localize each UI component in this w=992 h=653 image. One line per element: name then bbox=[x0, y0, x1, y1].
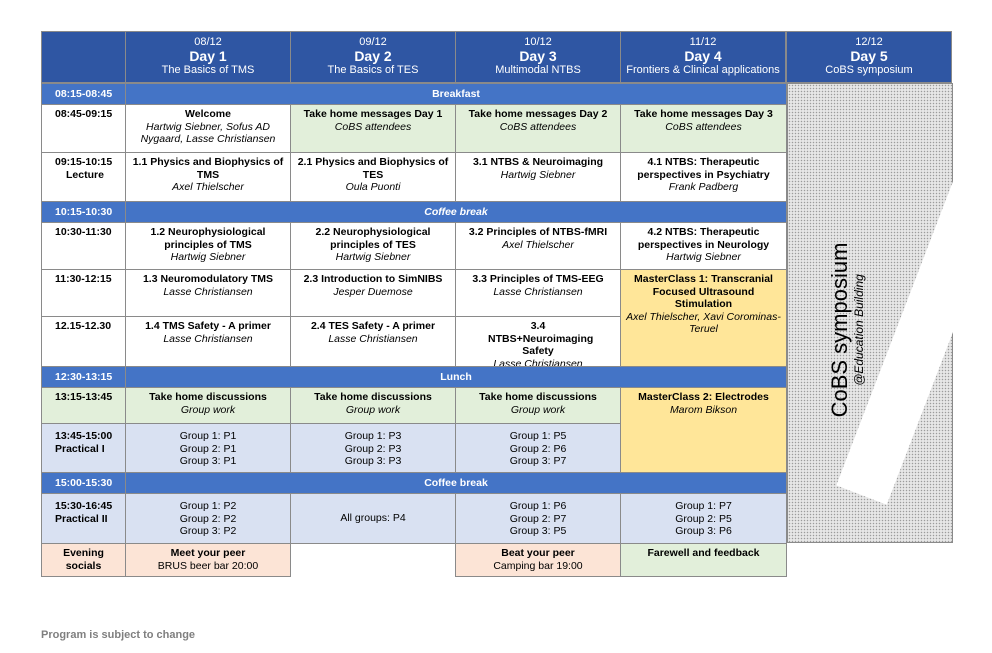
evening-title: Beat your peer bbox=[501, 547, 575, 559]
session-1-3 bbox=[125, 269, 291, 317]
header-day-3 bbox=[455, 31, 621, 83]
evening-day4 bbox=[620, 543, 787, 577]
group-line: Group 3: P1 bbox=[179, 455, 237, 467]
day-date: 09/12 bbox=[359, 36, 387, 48]
group-line: Group 2: P2 bbox=[179, 512, 237, 525]
band-time-coffee1: 10:15-10:30 bbox=[41, 201, 126, 223]
symposium-title: CoBS symposium bbox=[827, 242, 852, 418]
session-4-1 bbox=[620, 152, 787, 202]
practical2-day3 bbox=[455, 493, 621, 544]
practical1-day3 bbox=[455, 423, 621, 473]
session-take-home-day3 bbox=[620, 104, 787, 153]
session-title: Take home messages Day 3 bbox=[634, 108, 773, 120]
group-line: Group 1: P6 bbox=[509, 500, 567, 512]
session-title: Take home discussions bbox=[479, 391, 597, 403]
session-masterclass-1 bbox=[620, 269, 787, 367]
session-speaker: Group work bbox=[345, 403, 401, 416]
session-speaker: CoBS attendees bbox=[334, 120, 412, 133]
time-sublabel: socials bbox=[65, 559, 102, 572]
group-line: Group 2: P5 bbox=[675, 512, 732, 525]
evening-place: Camping bar 19:00 bbox=[493, 559, 583, 572]
session-speaker: Axel Thielscher bbox=[502, 238, 574, 251]
group-line: Group 2: P3 bbox=[344, 442, 402, 455]
time-cell-lecture bbox=[41, 152, 126, 202]
session-title: Take home discussions bbox=[149, 391, 267, 403]
session-speaker: Hartwig Siebner bbox=[500, 168, 576, 181]
day-title: Day 3 bbox=[519, 48, 557, 64]
session-title: 2.2 Neurophysiological principles of TES bbox=[315, 226, 431, 251]
session-title: 3.4 NTBS+Neuroimaging Safety bbox=[488, 320, 594, 357]
evening-day1 bbox=[125, 543, 291, 577]
header-day-4 bbox=[620, 31, 786, 83]
group-line: Group 3: P5 bbox=[509, 525, 567, 537]
band-time-coffee2: 15:00-15:30 bbox=[41, 472, 126, 494]
session-2-2 bbox=[290, 222, 456, 270]
session-title: Take home messages Day 1 bbox=[303, 108, 443, 120]
session-speaker: Lasse Christiansen bbox=[493, 285, 583, 298]
practical2-day4 bbox=[620, 493, 787, 544]
session-speaker: Group work bbox=[180, 403, 236, 416]
day-theme: The Basics of TES bbox=[327, 64, 419, 76]
day-date: 08/12 bbox=[194, 36, 222, 48]
group-line: Group 1: P5 bbox=[509, 430, 567, 442]
header-corner bbox=[41, 31, 126, 83]
session-2-1 bbox=[290, 152, 456, 202]
evening-day3 bbox=[455, 543, 621, 577]
session-speaker: Jesper Duemose bbox=[333, 285, 413, 298]
day-title: Day 5 bbox=[850, 48, 888, 64]
session-1-2 bbox=[125, 222, 291, 270]
session-speaker: Marom Bikson bbox=[669, 403, 738, 416]
session-title: 2.1 Physics and Biophysics of TES bbox=[297, 156, 449, 181]
band-coffee1: Coffee break bbox=[125, 201, 787, 223]
session-title: 1.3 Neuromodulatory TMS bbox=[142, 273, 274, 285]
session-title: 1.4 TMS Safety - A primer bbox=[145, 320, 271, 332]
group-line: All groups: P4 bbox=[340, 512, 406, 525]
session-speaker: Axel Thielscher, Xavi Corominas-Teruel bbox=[626, 310, 781, 335]
time-cell: 13:15-13:45 bbox=[41, 387, 126, 424]
practical1-day1 bbox=[125, 423, 291, 473]
session-title: 2.4 TES Safety - A primer bbox=[310, 320, 436, 332]
session-4-2 bbox=[620, 222, 787, 270]
session-2-3 bbox=[290, 269, 456, 317]
session-speaker: Lasse Christiansen bbox=[493, 357, 583, 367]
session-speaker: Axel Thielscher bbox=[172, 181, 244, 193]
day-title: Day 2 bbox=[354, 48, 392, 64]
session-take-home-day1 bbox=[290, 104, 456, 153]
session-title: Take home messages Day 2 bbox=[468, 108, 608, 120]
session-speaker: Hartwig Siebner bbox=[170, 251, 246, 263]
symposium-subtitle: @Education Building bbox=[852, 274, 866, 386]
session-3-1 bbox=[455, 152, 621, 202]
session-title: 3.2 Principles of NTBS-fMRI bbox=[468, 226, 608, 238]
header-day-1 bbox=[125, 31, 291, 83]
session-title: 3.1 NTBS & Neuroimaging bbox=[472, 156, 604, 168]
session-3-2 bbox=[455, 222, 621, 270]
day-date: 10/12 bbox=[524, 36, 552, 48]
day-theme: Frontiers & Clinical applications bbox=[626, 64, 780, 76]
group-line: Group 1: P1 bbox=[179, 430, 237, 442]
session-title: Welcome bbox=[185, 108, 231, 120]
session-3-3 bbox=[455, 269, 621, 317]
group-line: Group 3: P2 bbox=[179, 525, 237, 537]
session-title: 1.1 Physics and Biophysics of TMS bbox=[132, 156, 284, 181]
practical1-day2 bbox=[290, 423, 456, 473]
day-theme: Multimodal NTBS bbox=[495, 64, 581, 76]
day-theme: CoBS symposium bbox=[825, 64, 913, 76]
session-speaker: Hartwig Siebner bbox=[666, 251, 741, 263]
session-speaker: Oula Puonti bbox=[345, 181, 401, 193]
time-cell: 10:30-11:30 bbox=[41, 222, 126, 270]
session-title: 3.3 Principles of TMS-EEG bbox=[472, 273, 604, 285]
band-time-lunch: 12:30-13:15 bbox=[41, 366, 126, 388]
session-speaker: CoBS attendees bbox=[665, 120, 742, 133]
practical2-day1 bbox=[125, 493, 291, 544]
time-sublabel: Practical II bbox=[55, 512, 108, 525]
session-speaker: Frank Padberg bbox=[668, 181, 739, 193]
session-title: 1.2 Neurophysiological principles of TMS bbox=[150, 226, 266, 251]
time-label: Evening bbox=[63, 547, 104, 559]
group-line: Group 2: P6 bbox=[509, 442, 567, 455]
header-day-5 bbox=[786, 31, 952, 83]
session-speaker: Hartwig Siebner bbox=[335, 251, 411, 263]
time-label: 13:45-15:00 bbox=[55, 430, 113, 442]
time-cell: 11:30-12:15 bbox=[41, 269, 126, 317]
group-line: Group 1: P3 bbox=[344, 430, 402, 442]
band-time-breakfast: 08:15-08:45 bbox=[41, 83, 126, 105]
session-take-home-day2 bbox=[455, 104, 621, 153]
evening-title: Farewell and feedback bbox=[647, 547, 760, 559]
evening-title: Meet your peer bbox=[170, 547, 246, 559]
session-3-4 bbox=[455, 316, 621, 367]
group-line: Group 2: P7 bbox=[509, 512, 567, 525]
time-cell-practical2 bbox=[41, 493, 126, 544]
session-title: 2.3 Introduction to SimNIBS bbox=[303, 273, 443, 285]
time-cell: 12.15-12.30 bbox=[41, 316, 126, 367]
session-title: MasterClass 1: Transcranial Focused Ultrasound Stimulation bbox=[634, 273, 773, 310]
group-line: Group 3: P3 bbox=[344, 455, 402, 467]
time-cell: 08:45-09:15 bbox=[41, 104, 126, 153]
group-line: Group 3: P7 bbox=[509, 455, 567, 467]
group-line: Group 1: P2 bbox=[179, 500, 237, 512]
day-theme: The Basics of TMS bbox=[161, 64, 255, 76]
band-coffee2: Coffee break bbox=[125, 472, 787, 494]
band-breakfast: Breakfast bbox=[125, 83, 787, 105]
session-discussion-day1 bbox=[125, 387, 291, 424]
session-discussion-day3 bbox=[455, 387, 621, 424]
time-sublabel: Lecture bbox=[66, 168, 104, 181]
evening-place: BRUS beer bar 20:00 bbox=[157, 559, 259, 572]
time-label: 15:30-16:45 bbox=[55, 500, 113, 512]
session-title: Take home discussions bbox=[314, 391, 432, 403]
time-sublabel: Practical I bbox=[55, 442, 105, 455]
session-title: MasterClass 2: Electrodes bbox=[638, 391, 769, 403]
day-date: 11/12 bbox=[689, 36, 717, 48]
time-cell-evening bbox=[41, 543, 126, 577]
session-title: 4.1 NTBS: Therapeutic perspectives in Psychiatry bbox=[637, 156, 770, 181]
group-line: Group 3: P6 bbox=[675, 525, 732, 537]
time-label: 09:15-10:15 bbox=[55, 156, 113, 168]
session-1-1 bbox=[125, 152, 291, 202]
symposium-banner-text bbox=[787, 242, 907, 418]
day-title: Day 4 bbox=[684, 48, 722, 64]
band-lunch: Lunch bbox=[125, 366, 787, 388]
session-speaker: Lasse Christiansen bbox=[163, 332, 253, 345]
footer-note: Program is subject to change bbox=[41, 629, 196, 641]
day-date: 12/12 bbox=[855, 36, 883, 48]
session-speaker: Lasse Christiansen bbox=[163, 285, 253, 298]
session-2-4 bbox=[290, 316, 456, 367]
session-discussion-day2 bbox=[290, 387, 456, 424]
group-line: Group 2: P1 bbox=[179, 442, 237, 455]
session-masterclass-2 bbox=[620, 387, 787, 473]
session-title: 4.2 NTBS: Therapeutic perspectives in Neurology bbox=[637, 226, 770, 251]
group-line: Group 1: P7 bbox=[675, 500, 732, 512]
session-speaker: CoBS attendees bbox=[499, 120, 577, 133]
time-cell-practical1 bbox=[41, 423, 126, 473]
session-speaker: Group work bbox=[510, 403, 566, 416]
header-day-2 bbox=[290, 31, 456, 83]
session-speaker: Lasse Christiansen bbox=[328, 332, 418, 345]
practical2-day2 bbox=[290, 493, 456, 544]
session-welcome bbox=[125, 104, 291, 153]
day-title: Day 1 bbox=[189, 48, 227, 64]
session-1-4 bbox=[125, 316, 291, 367]
session-speaker: Hartwig Siebner, Sofus AD Nygaard, Lasse Christiansen bbox=[140, 120, 276, 145]
